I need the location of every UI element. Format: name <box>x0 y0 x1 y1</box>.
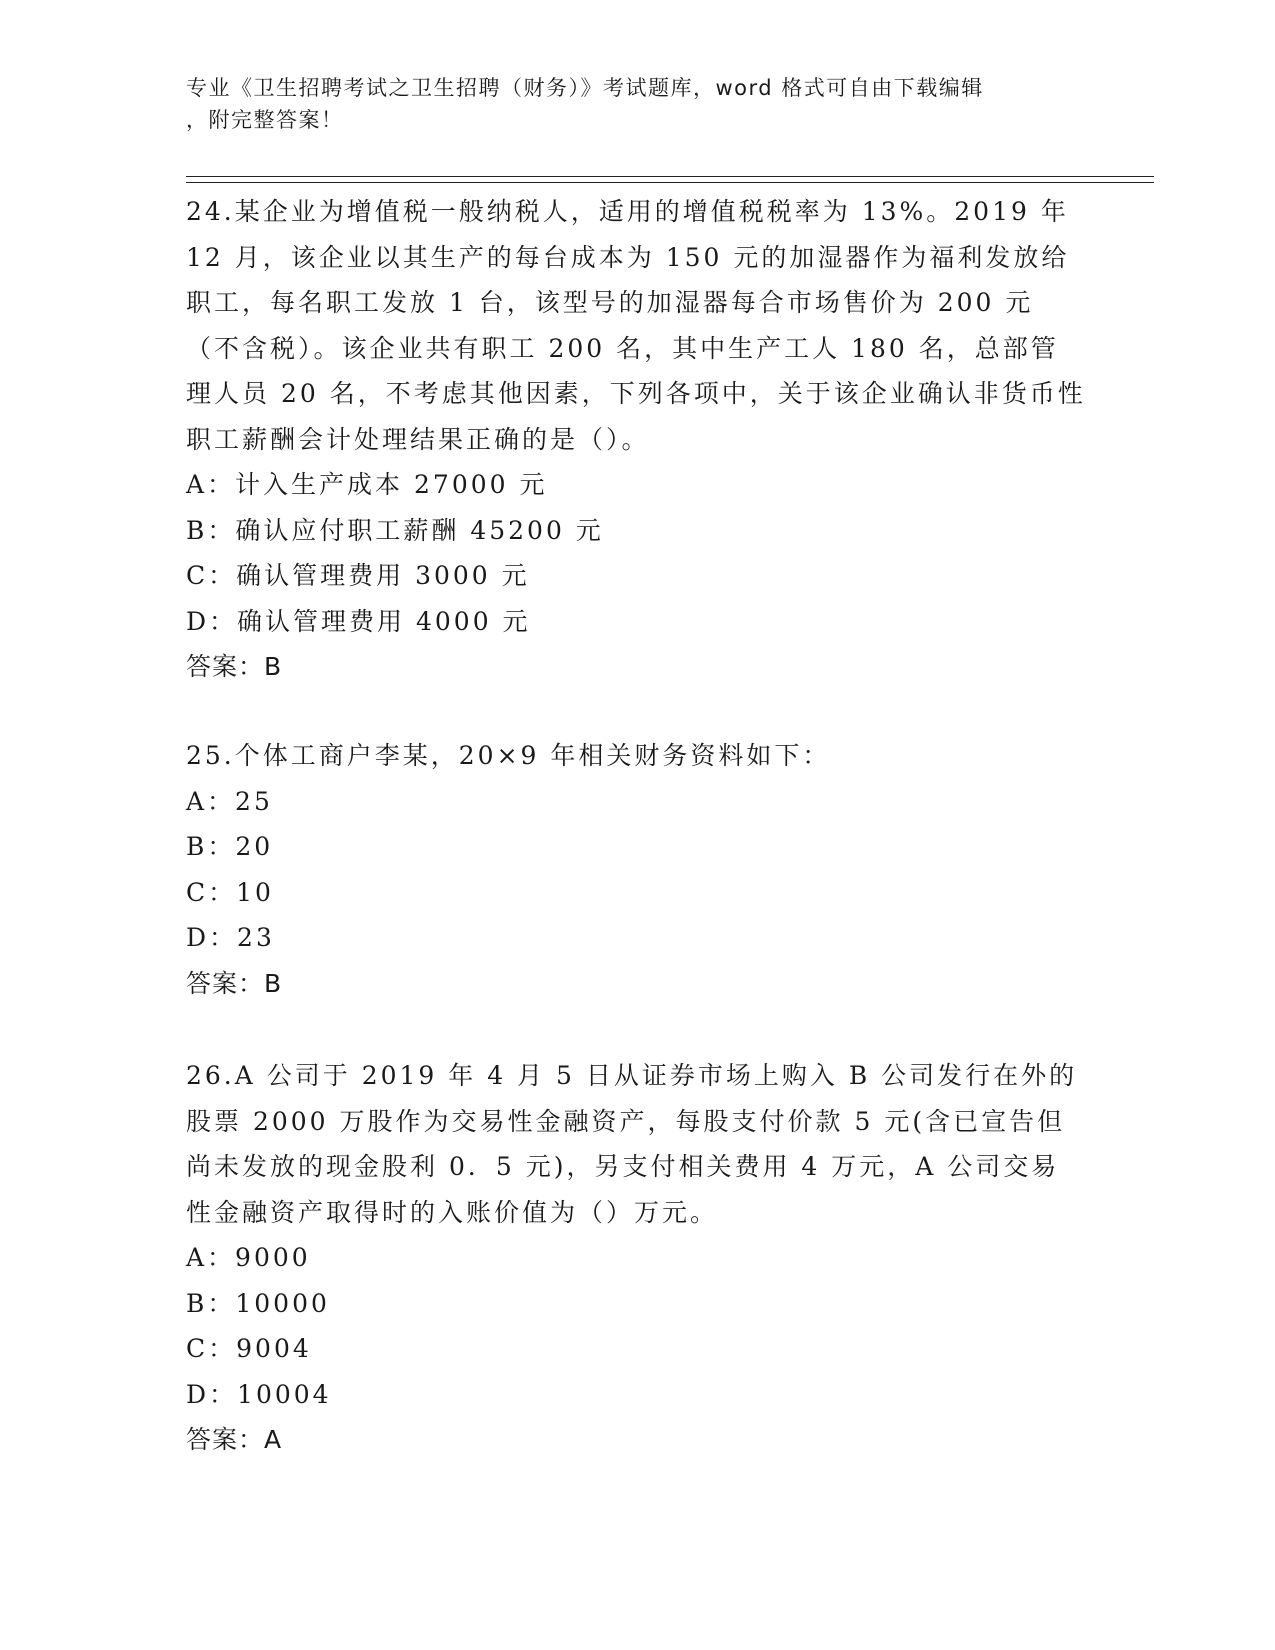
option-b: B：20 <box>186 832 274 861</box>
header-line-1: 专业《卫生招聘考试之卫生招聘（财务）》考试题库，word 格式可自由下载编辑 <box>186 76 984 100</box>
answer: 答案：B <box>186 652 283 681</box>
question-text: 26.A 公司于 2019 年 4 月 5 日从证券市场上购入 B 公司发行在外的股票 2000 万股作为交易性金融资产，每股支付价款 5 元(含已宣告但尚未发放的现金股利 0．5 元)，另支付相关费用 4 万元，A 公司交易性金融资产取得时的入账价值为（）万元。 <box>186 1061 1078 1227</box>
document-header <box>186 72 1086 136</box>
header-divider-bottom <box>186 182 1154 183</box>
question-26 <box>186 1053 1086 1463</box>
header-divider-top <box>186 176 1154 177</box>
option-c: C：9004 <box>186 1334 312 1363</box>
question-24 <box>186 189 1086 690</box>
option-a: A：9000 <box>186 1243 311 1272</box>
option-d: D：23 <box>186 923 275 952</box>
header-line-2: ，附完整答案！ <box>186 108 344 132</box>
answer: 答案：B <box>186 968 283 998</box>
option-a: A：计入生产成本 27000 元 <box>186 470 548 499</box>
question-text: 25.个体工商户李某，20×9 年相关财务资料如下： <box>186 741 831 770</box>
question-25 <box>186 733 1086 1006</box>
option-b: B：10000 <box>186 1288 330 1318</box>
option-d: D：确认管理费用 4000 元 <box>186 606 531 636</box>
option-a: A：25 <box>186 786 273 816</box>
option-d: D：10004 <box>186 1379 332 1409</box>
option-c: C：确认管理费用 3000 元 <box>186 561 530 590</box>
question-text: 24.某企业为增值税一般纳税人，适用的增值税税率为 13%。2019 年 12 月，该企业以其生产的每台成本为 150 元的加湿器作为福利发放给职工，每名职工发放 1 台，该型号的加湿器每合市场售价为 200 元（不含税）。该企业共有职工 200 名，其中生产工人 180 名，总部管理人员 20 名，不考虑其他因素，下列各项中，关于该企业确认非货币性职工薪酬会计处理结果正确的是（）。 <box>186 197 1086 454</box>
option-c: C：10 <box>186 877 274 907</box>
answer: 答案：A <box>186 1425 283 1454</box>
option-b: B：确认应付职工薪酬 45200 元 <box>186 515 604 545</box>
